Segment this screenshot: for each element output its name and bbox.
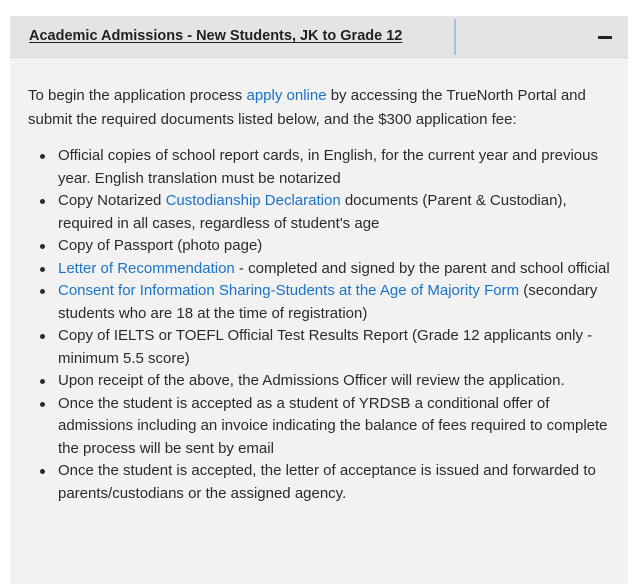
item-text: Once the student is accepted, the letter of acceptance is issued and forwarded to parents/custodians or the assigned agency. [58, 462, 596, 502]
list-item [58, 235, 618, 258]
item-text: Upon receipt of the above, the Admissions Officer will review the application. [58, 372, 565, 389]
list-item [58, 145, 618, 190]
list-item [58, 280, 618, 325]
intro-text-end: by accessing the TrueNorth Portal and submit the required documents listed below, and the $300 application fee: [28, 87, 586, 128]
list-item [58, 258, 618, 281]
item-text: Official copies of school report cards, in English, for the current year and previous year. English translation must be notarized [58, 147, 598, 187]
apply-online-link[interactable]: apply online [246, 87, 327, 104]
accordion-header[interactable] [10, 16, 628, 58]
intro-text-start: To begin the application process [28, 87, 247, 104]
item-text: Copy of IELTS or TOEFL Official Test Results Report (Grade 12 applicants only - minimum 5.5 score) [58, 327, 593, 367]
minus-icon[interactable] [598, 36, 612, 39]
consent-information-sharing-link[interactable]: Consent for Information Sharing-Students at the Age of Majority Form [58, 282, 520, 299]
accordion-title[interactable]: Academic Admissions - New Students, JK to Grade 12 [29, 28, 403, 44]
intro-paragraph [28, 84, 588, 132]
letter-of-recommendation-link[interactable]: Letter of Recommendation [58, 259, 235, 277]
list-item [58, 393, 618, 461]
item-text: Copy of Passport (photo page) [58, 237, 263, 254]
item-text-end: - completed and signed by the parent and school official [234, 259, 610, 277]
requirements-list [28, 145, 610, 505]
header-divider [454, 19, 456, 55]
item-text-start: Copy Notarized [58, 192, 166, 209]
list-item [58, 370, 618, 393]
custodianship-declaration-link[interactable]: Custodianship Declaration [165, 192, 341, 209]
accordion-body [10, 58, 628, 505]
item-text: Once the student is accepted as a student of YRDSB a conditional offer of admissions including an invoice indicating the balance of fees required to complete the process will be sent by email [58, 394, 608, 457]
item-text-end: (secondary students who are 18 at the time of registration) [58, 282, 598, 322]
list-item [58, 460, 618, 505]
list-item [58, 325, 618, 370]
item-text-end: documents (Parent & Custodian), required in all cases, regardless of student's age [58, 192, 567, 232]
admissions-accordion [10, 16, 628, 584]
list-item [58, 190, 618, 235]
